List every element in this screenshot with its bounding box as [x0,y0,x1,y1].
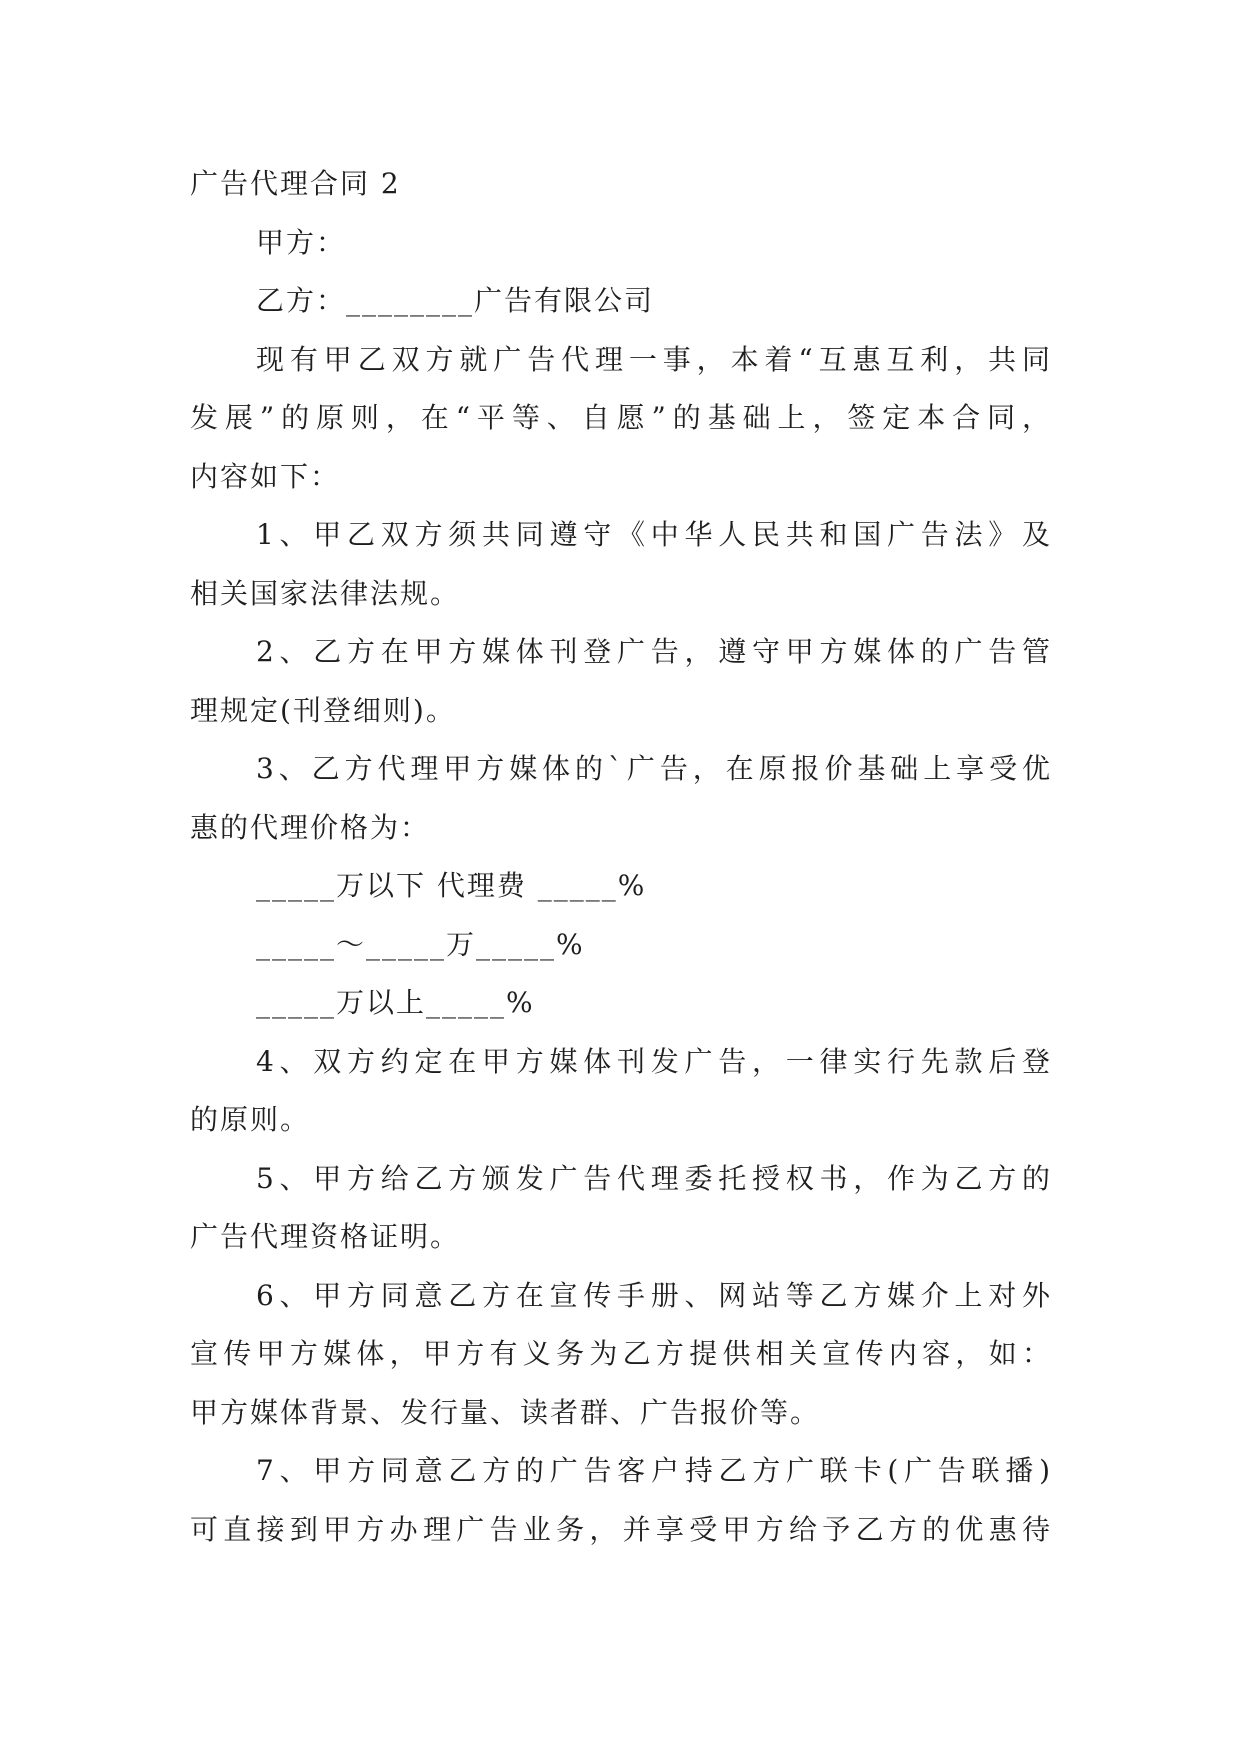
clause-6-line: 甲方媒体背景、发行量、读者群、广告报价等。 [190,1395,821,1429]
clause-2-line: 理规定(刊登细则)。 [190,693,456,727]
clause-4-line: 的原则。 [190,1103,311,1136]
rate-line: _____万以上_____% [256,986,535,1019]
clause-6-line: 6、甲方同意乙方在宣传手册、网站等乙方媒介上对外 [256,1278,1052,1312]
rate-line: _____万以下 代理费 _____% [256,869,647,902]
clause-7-line: 7、甲方同意乙方的广告客户持乙方广联卡(广告联播) [256,1454,1052,1487]
clause-4-line: 4、双方约定在甲方媒体刊发广告，一律实行先款后登 [256,1044,1052,1078]
party-a-line: 甲方： [256,225,347,259]
clause-1-line: 相关国家法律法规。 [190,576,461,610]
clause-6-line: 宣传甲方媒体，甲方有义务为乙方提供相关宣传内容，如： [190,1337,1052,1370]
clause-7-line: 可直接到甲方办理广告业务，并享受甲方给予乙方的优惠待 [190,1512,1052,1546]
document-title: 广告代理合同 2 [190,167,401,200]
clause-1-line: 1、甲乙双方须共同遵守《中华人民共和国广告法》及 [256,518,1052,551]
clause-5-line: 5、甲方给乙方颁发广告代理委托授权书，作为乙方的 [256,1161,1052,1195]
clause-2-line: 2、乙方在甲方媒体刊登广告，遵守甲方媒体的广告管 [256,635,1052,668]
rate-line: _____～_____万_____% [256,927,585,961]
preamble-line: 内容如下： [190,459,341,493]
preamble-line: 现有甲乙双方就广告代理一事，本着“互惠互利，共同 [256,342,1052,376]
preamble-line: 发展”的原则，在“平等、自愿”的基础上，签定本合同， [190,401,1052,434]
clause-5-line: 广告代理资格证明。 [190,1220,461,1253]
clause-3-line: 惠的代理价格为： [190,810,431,844]
document-body [190,155,1052,1559]
clause-3-line: 3、乙方代理甲方媒体的`广告，在原报价基础上享受优 [256,752,1052,785]
party-b-line: 乙方：________广告有限公司 [256,284,655,317]
